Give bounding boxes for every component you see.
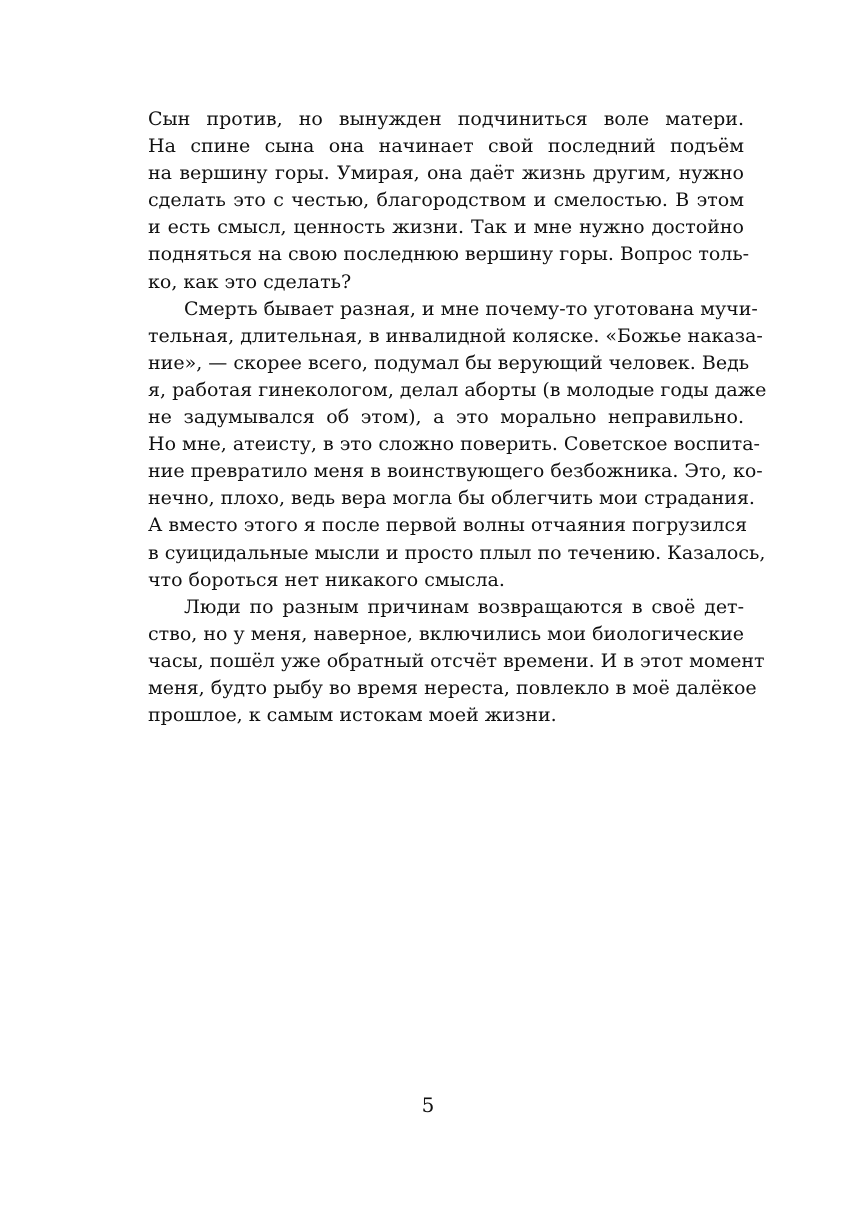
text-line: На спине сына она начинает свой последний подъём <box>148 135 744 158</box>
text-line: Сын против, но вынужден подчиниться воле матери. <box>148 108 744 130</box>
text-line: что бороться нет никакого смысла. <box>148 568 505 591</box>
paragraph-3 <box>148 594 765 729</box>
text-line: Но мне, атеисту, в это сложно поверить. Советское воспита- <box>148 433 760 456</box>
text-line: Смерть бывает разная, и мне почему-то уготована мучи- <box>184 297 758 320</box>
text-line: Люди по разным причинам возвращаются в своё дет- <box>184 595 744 618</box>
text-line: в суицидальные мысли и просто плыл по течению. Казалось, <box>148 541 766 564</box>
text-line: часы, пошёл уже обратный отсчёт времени. И в этот момент <box>148 649 765 672</box>
paragraph-1 <box>148 106 750 296</box>
text-line: А вместо этого я после первой волны отчаяния погрузился <box>148 514 748 537</box>
text-line: не задумывался об этом), а это морально неправильно. <box>148 406 744 429</box>
text-line: ство, но у меня, наверное, включились мои биологические <box>148 622 744 645</box>
text-line: тельная, длительная, в инвалидной коляске. «Божье наказа- <box>148 324 763 347</box>
text-line: подняться на свою последнюю вершину горы. Вопрос толь- <box>148 243 750 266</box>
text-line: я, работая гинекологом, делал аборты (в молодые годы даже <box>148 378 767 401</box>
text-line: нечно, плохо, ведь вера могла бы облегчить мои страдания. <box>148 487 755 510</box>
paragraph-2 <box>148 296 767 594</box>
text-line: прошлое, к самым истокам моей жизни. <box>148 704 557 727</box>
text-line: сделать это с честью, благородством и смелостью. В этом <box>148 189 744 212</box>
page-number: 5 <box>421 1093 435 1117</box>
text-line: на вершину горы. Умирая, она даёт жизнь другим, нужно <box>148 162 744 185</box>
text-line: меня, будто рыбу во время нереста, повлекло в моё далёкое <box>148 676 757 699</box>
body-text <box>148 106 767 729</box>
text-line: ние превратило меня в воинствующего безбожника. Это, ко- <box>148 460 763 483</box>
text-line: ко, как это сделать? <box>148 270 352 293</box>
text-line: ние», — скорее всего, подумал бы верующий человек. Ведь <box>148 351 750 374</box>
text-line: и есть смысл, ценность жизни. Так и мне нужно достойно <box>148 216 744 239</box>
